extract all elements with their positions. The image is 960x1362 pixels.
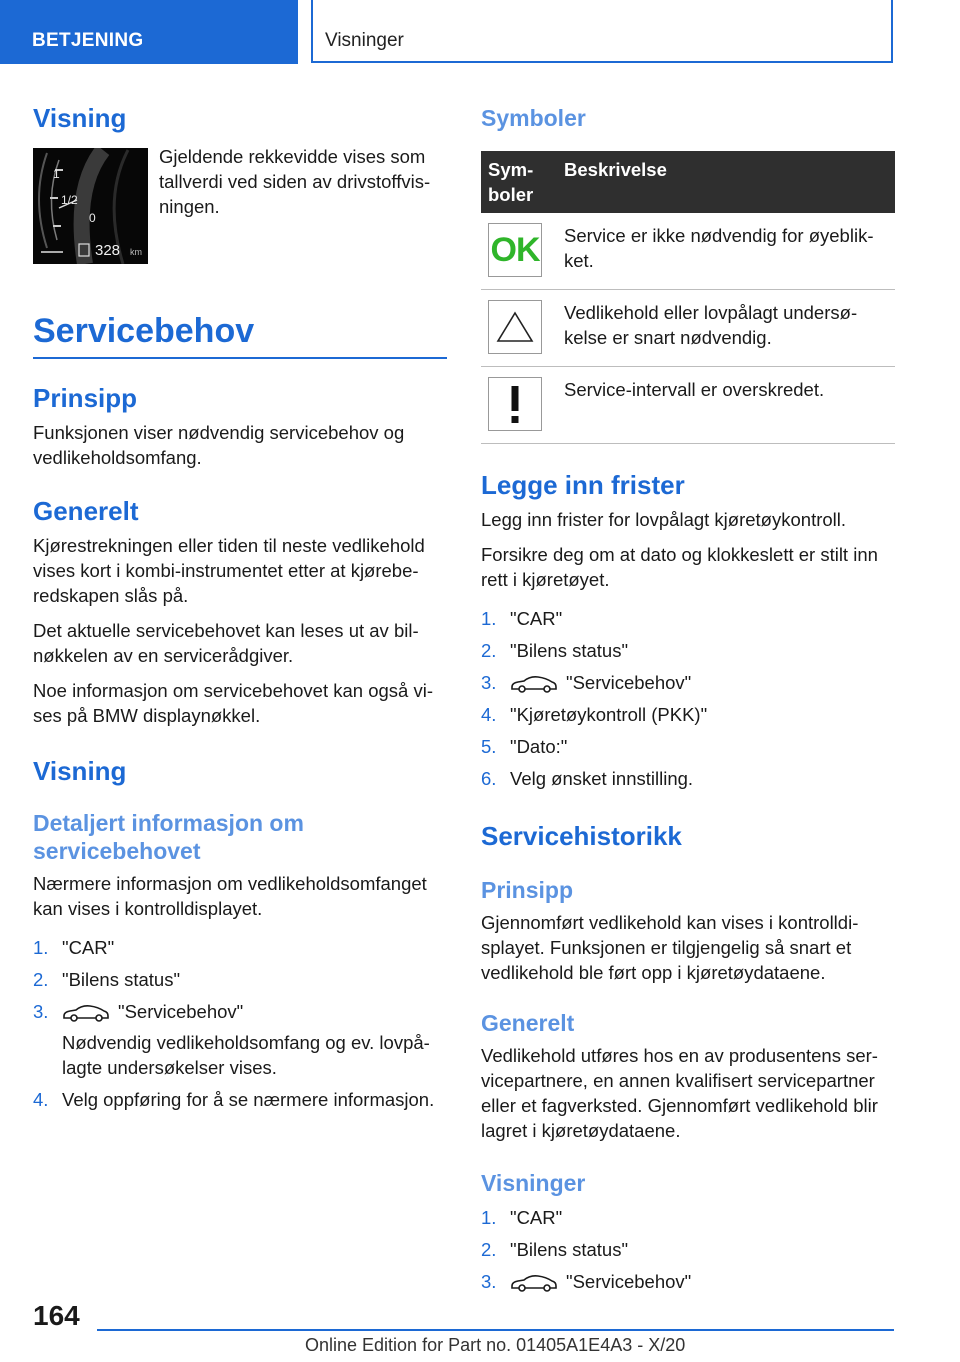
frister-paragraph-1: Legg inn frister for lovpålagt kjøretøykontroll. xyxy=(481,509,847,530)
historikk-heading: Servicehistorikk xyxy=(481,821,682,851)
list-item: 4. "Kjøretøykontroll (PKK)" xyxy=(481,704,708,725)
generelt-paragraph-1: Kjørestrekningen eller tiden til neste vedlikehold vises kort i kombi-instrumentet etter at kjøreberedskapen slås på. xyxy=(33,535,425,606)
table-header-symbols: Symboler xyxy=(481,151,557,213)
car-icon xyxy=(62,1003,110,1023)
header-section-tab xyxy=(0,0,298,64)
car-icon xyxy=(510,674,558,694)
gauge-range-value: 328 xyxy=(95,242,121,259)
list-item: 5. "Dato:" xyxy=(481,736,568,757)
list-item: 1. "CAR" xyxy=(33,937,115,958)
header-chapter-tab xyxy=(311,0,893,63)
gauge-range-unit: km xyxy=(130,247,142,257)
visning-block xyxy=(33,100,447,280)
symbols-table xyxy=(481,151,895,444)
visninger-steps-list xyxy=(481,1205,895,1294)
dashboard-thumbnail xyxy=(33,148,148,264)
frister-paragraph-2: Forsikre deg om at dato og klokkeslett er stilt inn rett i kjøretøyet. xyxy=(481,544,878,590)
gauge-label-zero: 0 xyxy=(89,211,96,225)
fuel-gauge-image xyxy=(33,148,148,264)
table-row xyxy=(481,367,895,444)
list-item: 3. "Servicebehov" xyxy=(481,1271,692,1292)
left-column xyxy=(33,100,447,1119)
prinsipp-heading: Prinsipp xyxy=(33,383,138,413)
gauge-label-half: 1/2 xyxy=(61,193,78,207)
car-icon xyxy=(510,1273,558,1293)
frister-heading: Legge inn frister xyxy=(481,470,685,500)
generelt-paragraph-3: Noe informasjon om servicebehovet kan også vises på BMW displaynøkkel. xyxy=(33,680,434,726)
list-item: 6. Velg ønsket innstilling. xyxy=(481,768,694,789)
list-item: 2. "Bilens status" xyxy=(33,969,181,990)
detaljert-text: Nærmere informasjon om vedlikeholdsomfanget kan vises i kontrolldisplayet. xyxy=(33,873,427,919)
step-3-subtext: Nødvendig vedlikeholdsomfang og ev. lovpålagte undersøkelser vises. xyxy=(62,1032,430,1078)
historikk-generelt-text: Vedlikehold utføres hos en av produsentens servicepartnere, en annen kvalifisert servicepartner eller et fagverksted. Gjennomført vedlikehold blir lagret i kjøretøydataene. xyxy=(481,1045,878,1141)
historikk-prinsipp-text: Gjennomført vedlikehold kan vises i kontrolldisplayet. Funksjonen er tilgjengelig så snart et vedlikehold ble ført opp i kjøretøydataene. xyxy=(481,912,859,983)
frister-steps-list xyxy=(481,606,895,791)
table-cell-description: Service er ikke nødvendig for øyeblikket. xyxy=(557,213,895,290)
table-header-row xyxy=(481,151,895,213)
page-number: 164 xyxy=(33,1300,80,1331)
visning-description: Gjeldende rekkevidde vises som tallverdi ved siden av drivstoffvisningen. xyxy=(159,146,431,217)
list-item: 1. "CAR" xyxy=(481,608,563,629)
list-item: 3. "Servicebehov" Nødvendig vedlikeholdsomfang og ev. lovpålagte undersøkelser vises. xyxy=(33,999,447,1080)
visning-2-heading: Visning xyxy=(33,756,127,786)
warning-triangle-icon xyxy=(488,300,542,354)
edition-note: Online Edition for Part no. 01405A1E4A3 - X/20 xyxy=(305,1335,686,1355)
list-item: 3. "Servicebehov" xyxy=(481,672,692,693)
exclamation-icon xyxy=(488,377,542,431)
list-item: 1. "CAR" xyxy=(481,1207,563,1228)
generelt-paragraph-2: Det aktuelle servicebehovet kan leses ut av bilnøkkelen av en servicerådgiver. xyxy=(33,620,419,666)
symboler-heading: Symboler xyxy=(481,105,586,131)
servicebehov-heading: Servicebehov xyxy=(33,312,447,359)
list-item: 4. Velg oppføring for å se nærmere informasjon. xyxy=(33,1089,435,1110)
list-item: 2. "Bilens status" xyxy=(481,1239,629,1260)
historikk-prinsipp-heading: Prinsipp xyxy=(481,877,574,903)
table-row xyxy=(481,213,895,290)
table-cell-description: Vedlikehold eller lovpålagt undersøkelse er snart nødvendig. xyxy=(557,290,895,367)
visninger-heading: Visninger xyxy=(481,1170,586,1196)
detaljert-heading: Detaljert informasjon om servicebehovet xyxy=(33,810,304,864)
list-item: 2. "Bilens status" xyxy=(481,640,629,661)
table-header-description: Beskrivelse xyxy=(557,151,895,213)
generelt-heading: Generelt xyxy=(33,496,139,526)
ok-icon: OK xyxy=(488,223,542,277)
prinsipp-text: Funksjonen viser nødvendig servicebehov og vedlikeholdsomfang. xyxy=(33,422,405,468)
right-column xyxy=(481,100,895,1301)
visning-heading: Visning xyxy=(33,103,127,133)
table-row xyxy=(481,290,895,367)
historikk-generelt-heading: Generelt xyxy=(481,1010,575,1036)
gauge-label-one: 1 xyxy=(53,167,60,181)
header-chapter-label: Visninger xyxy=(325,30,404,51)
header-section-label: BETJENING xyxy=(32,30,144,51)
detaljert-steps-list xyxy=(33,935,447,1112)
footer-divider xyxy=(97,1329,894,1331)
table-cell-description: Service-intervall er overskredet. xyxy=(557,367,895,444)
